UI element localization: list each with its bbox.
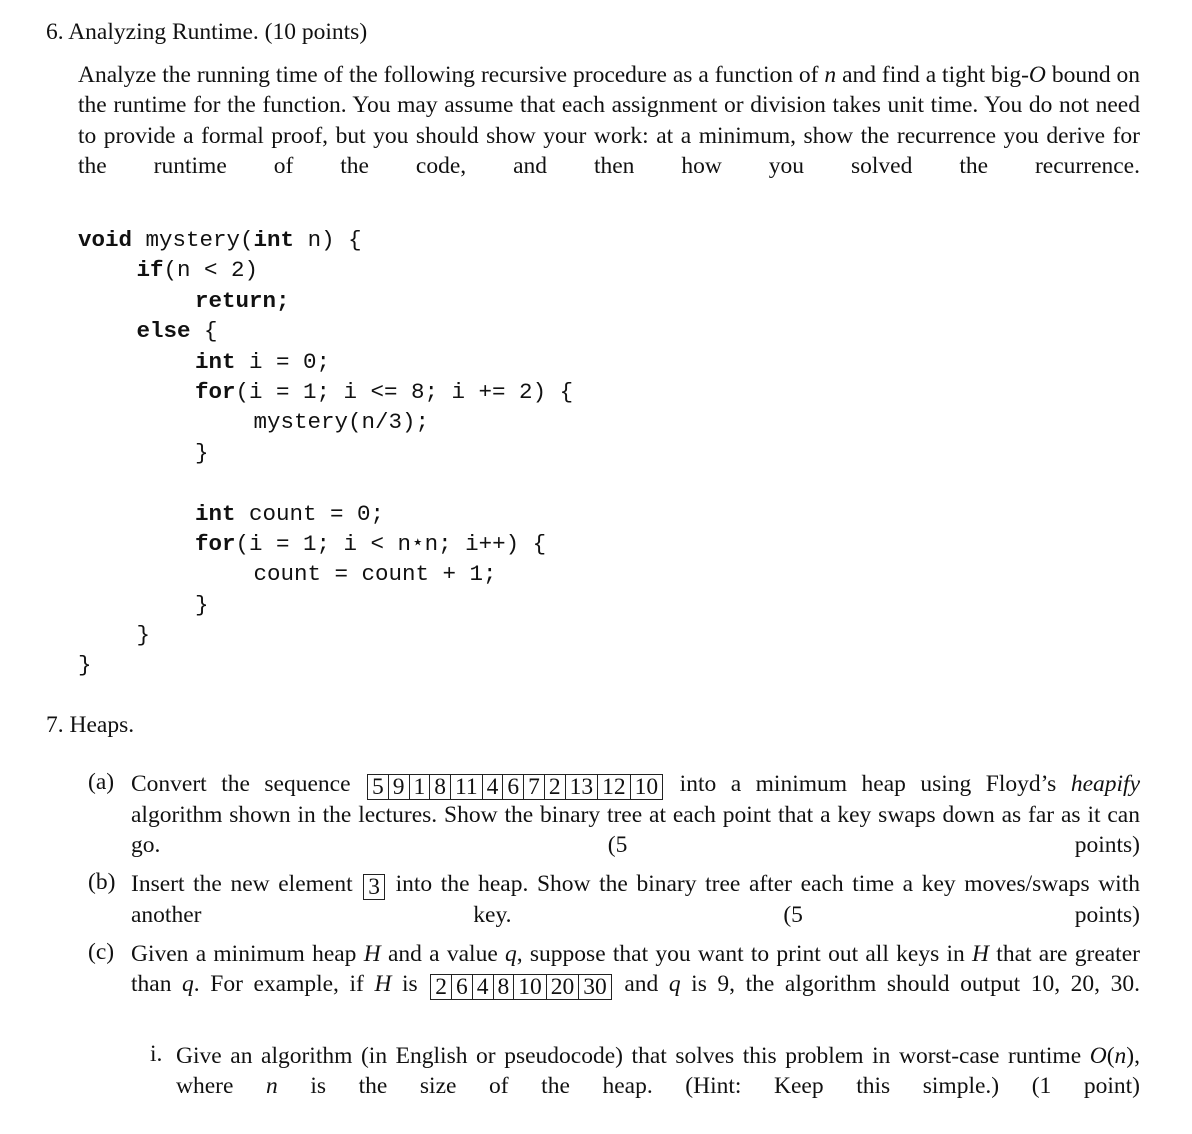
- code-text: }: [136, 622, 151, 649]
- code-text: mystery(: [132, 227, 254, 253]
- question-7-heading: 7. Heaps.: [46, 712, 135, 738]
- array-cell: 4: [482, 775, 503, 799]
- array-cell: 13: [565, 775, 598, 799]
- part-c-body: [131, 939, 1140, 1031]
- text-run: and: [613, 971, 669, 998]
- code-line: [78, 559, 573, 589]
- array-cell: 6: [451, 975, 472, 999]
- text-run: ), where: [176, 1043, 1140, 1100]
- text-run: is the size of the heap. (Hint: Keep this simple.) (1 point): [277, 1073, 1140, 1100]
- array-cell: 1: [409, 775, 430, 799]
- code-line: [78, 499, 573, 529]
- text-run: is 9, the algorithm should output 10, 20, 30.: [680, 971, 1140, 998]
- array-cell: 4: [472, 975, 493, 999]
- code-keyword: int: [195, 500, 236, 527]
- array-cell: 11: [450, 775, 482, 799]
- text-run: , suppose that you want to print out all keys in: [516, 941, 973, 967]
- array-cell: 8: [493, 975, 514, 999]
- part-c-i-body: [176, 1041, 1140, 1132]
- code-keyword: else: [136, 318, 191, 345]
- code-keyword: int: [253, 227, 295, 253]
- text-run: Given a minimum heap: [131, 941, 364, 967]
- code-text: }: [78, 652, 92, 679]
- text-run: (: [1106, 1043, 1115, 1069]
- text-run: . For example, if: [193, 971, 375, 998]
- array-cell: 9: [388, 775, 409, 799]
- code-line: [78, 620, 573, 650]
- code-text: count = 0;: [235, 500, 385, 527]
- array-cell: 30: [578, 975, 611, 999]
- array-cell: 3: [368, 874, 380, 900]
- code-text: (i = 1; i < n⋆n; i++) {: [235, 530, 547, 557]
- text-run: and a value: [380, 941, 506, 967]
- code-line: [78, 225, 573, 255]
- array-cell: 10: [513, 975, 546, 999]
- boxed-array: [430, 974, 612, 1000]
- part-c-i-label: i.: [150, 1041, 163, 1067]
- math-variable: q: [505, 941, 517, 967]
- array-cell: 8: [429, 775, 450, 799]
- code-line: [78, 286, 573, 316]
- code-keyword: for: [195, 530, 236, 557]
- code-line: [78, 347, 573, 377]
- code-keyword: void: [78, 227, 133, 253]
- math-variable: n: [1114, 1043, 1127, 1069]
- math-variable: O: [1028, 62, 1046, 88]
- text-run: algorithm shown in the lectures. Show the binary tree at each point that a key swaps down as far as it can go. (5 points): [131, 802, 1140, 859]
- text-run: Convert the sequence: [131, 771, 366, 797]
- code-line: [78, 438, 573, 468]
- code-line: [78, 407, 573, 437]
- code-text: }: [195, 591, 209, 618]
- code-text: }: [195, 439, 209, 466]
- text-run: and find a tight big-: [836, 62, 1029, 88]
- math-variable: n: [266, 1073, 278, 1100]
- array-cell: 5: [372, 774, 384, 800]
- code-text: mystery(n/3);: [253, 409, 430, 436]
- boxed-array: [367, 774, 663, 800]
- question-6-heading: 6. Analyzing Runtime. (10 points): [46, 19, 368, 45]
- math-variable: H: [363, 941, 381, 967]
- math-variable: O: [1089, 1043, 1107, 1069]
- text-run: is: [391, 971, 429, 998]
- code-line: [78, 377, 573, 407]
- array-cell: 2: [435, 974, 448, 1001]
- code-text: (n < 2): [163, 257, 259, 284]
- array-cell: 12: [597, 775, 630, 799]
- boxed-array: [363, 874, 385, 900]
- math-variable: H: [374, 971, 392, 998]
- code-line: [78, 255, 573, 285]
- code-text: {: [190, 318, 218, 345]
- math-variable: n: [824, 62, 837, 88]
- code-text: (i = 1; i <= 8; i += 2) {: [235, 378, 574, 405]
- math-variable: H: [972, 941, 990, 967]
- text-run: Insert the new element: [131, 871, 362, 897]
- text-run: into a minimum heap using Floyd’s: [665, 771, 1071, 797]
- code-text: n) {: [294, 227, 362, 253]
- text-run: Analyze the running time of the following recursive procedure as a function of: [78, 62, 825, 88]
- math-variable: q: [668, 971, 681, 998]
- code-text: i = 0;: [235, 348, 331, 375]
- text-run: Give an algorithm (in English or pseudocode) that solves this problem in worst-case runtime: [176, 1043, 1090, 1069]
- part-a-label: (a): [88, 769, 115, 795]
- array-cell: 6: [502, 775, 523, 799]
- part-c-label: (c): [88, 939, 115, 965]
- array-cell: 7: [523, 775, 544, 799]
- question-6-body: [78, 60, 1140, 211]
- part-b-label: (b): [88, 869, 116, 895]
- text-run: into the heap. Show the binary tree after each time a key moves/swaps with another key. (5 points): [131, 871, 1140, 928]
- math-variable: q: [182, 971, 194, 998]
- code-line: [78, 650, 573, 680]
- math-variable: heapify: [1070, 771, 1140, 797]
- code-keyword: for: [195, 378, 236, 405]
- text-run: bound on the runtime for the function. You may assume that each assignment or division takes unit time. You do not need to provide a formal proof, but you should show your work: at a minimum, show the recurrence you derive for the runtime of the code, and then how you solved the recurrence.: [78, 62, 1140, 179]
- code-line: [78, 590, 573, 620]
- text-run: that are greater than: [131, 941, 1140, 998]
- code-block: [78, 225, 573, 681]
- code-keyword: if: [136, 257, 164, 284]
- code-keyword: return;: [195, 287, 290, 314]
- array-cell: 20: [546, 975, 579, 999]
- code-line: [78, 529, 573, 559]
- code-text: count = count + 1;: [253, 561, 497, 588]
- array-cell: 2: [544, 775, 565, 799]
- code-keyword: int: [195, 348, 236, 375]
- code-line: [78, 316, 573, 346]
- code-line: [78, 468, 573, 498]
- array-cell: 10: [630, 775, 663, 799]
